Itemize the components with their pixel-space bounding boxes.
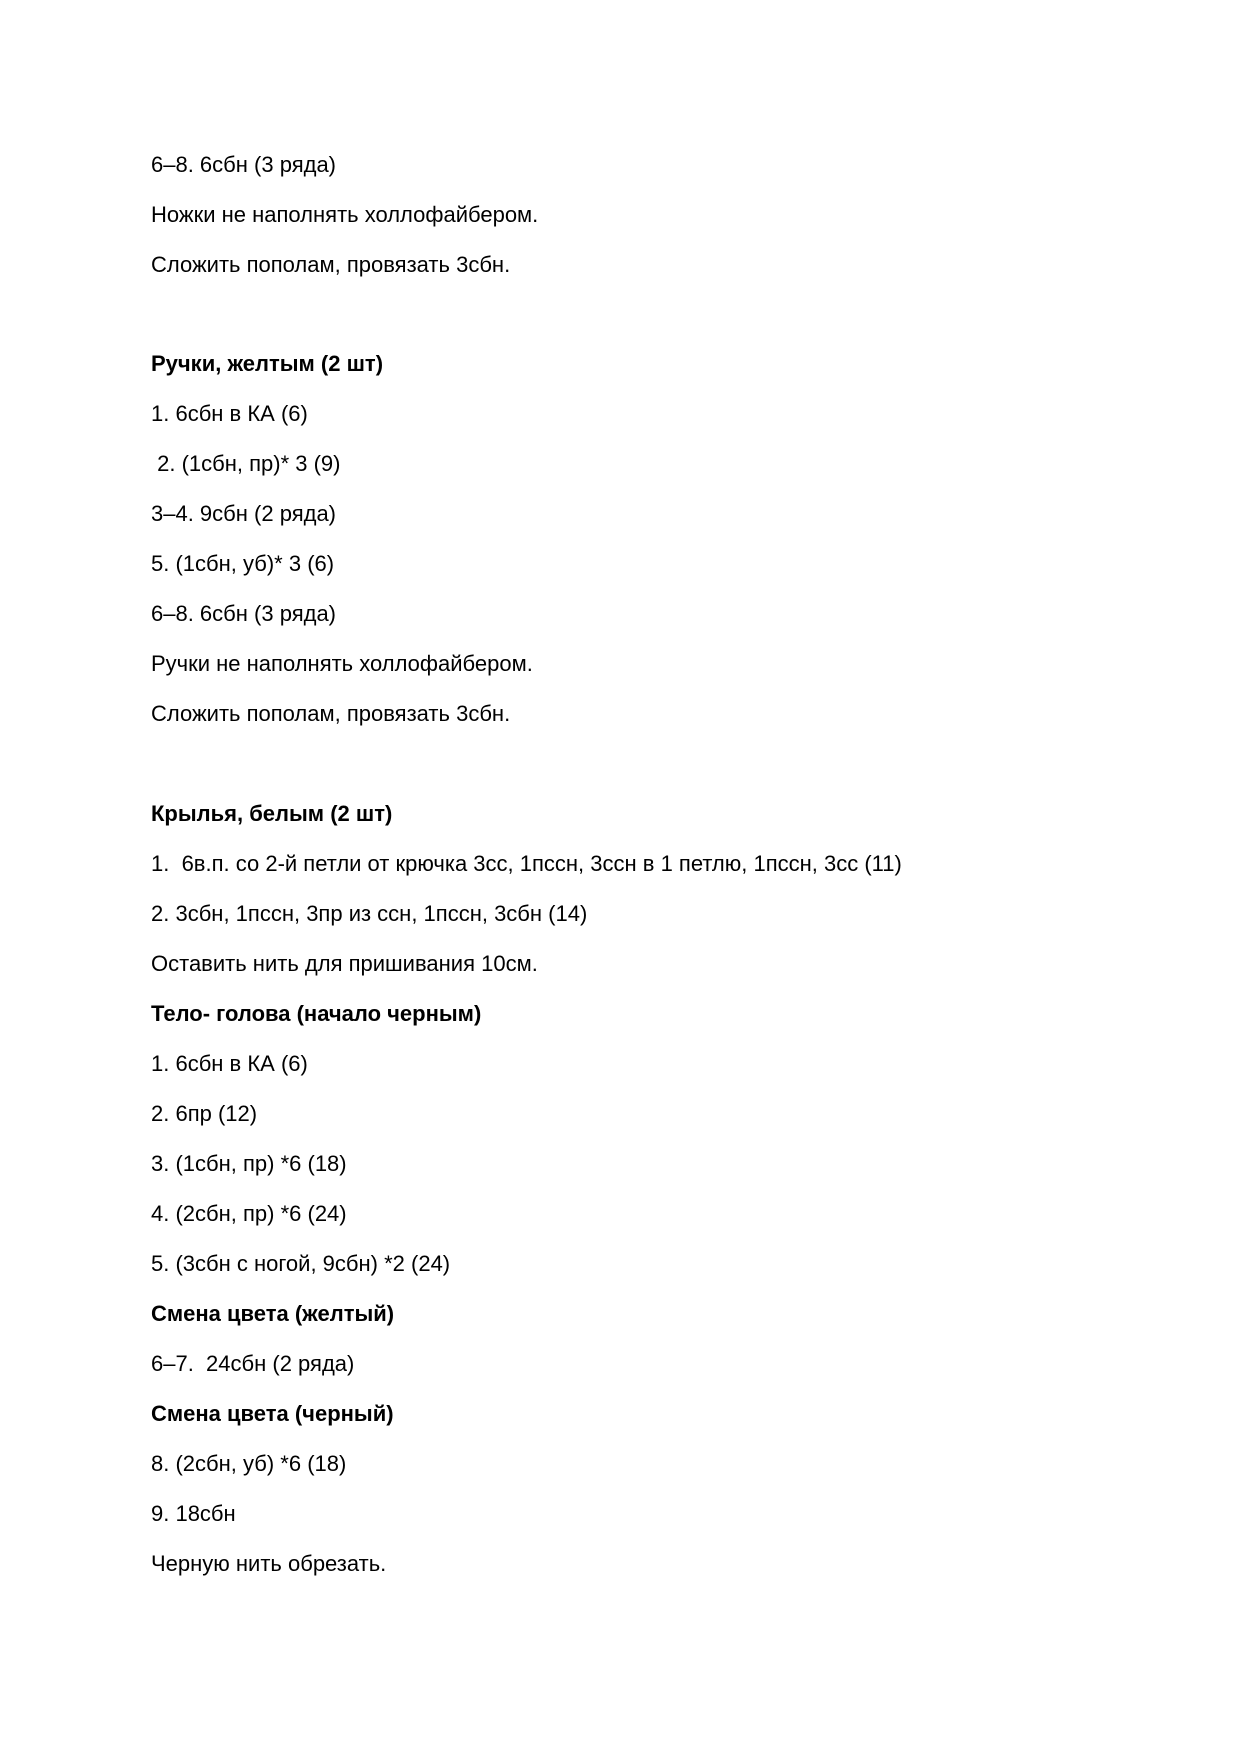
text-line: 9. 18сбн <box>151 1501 236 1526</box>
text-line: 1. 6в.п. со 2-й петли от крючка 3сс, 1пссн, 3ссн в 1 петлю, 1пссн, 3сс (11) <box>151 851 902 876</box>
text-line: Ручки не наполнять холлофайбером. <box>151 651 533 676</box>
text-line: 6–7. 24сбн (2 ряда) <box>151 1351 355 1376</box>
text-line: 8. (2сбн, уб) *6 (18) <box>151 1451 347 1476</box>
text-line: 3–4. 9сбн (2 ряда) <box>151 501 337 526</box>
text-line: 5. (3сбн с ногой, 9сбн) *2 (24) <box>151 1251 451 1276</box>
text-line: 4. (2сбн, пр) *6 (24) <box>151 1201 347 1226</box>
section-heading: Крылья, белым (2 шт) <box>151 801 393 826</box>
section-heading: Смена цвета (черный) <box>151 1401 394 1426</box>
section-heading: Смена цвета (желтый) <box>151 1301 395 1326</box>
text-line: 3. (1сбн, пр) *6 (18) <box>151 1151 347 1176</box>
text-line: Черную нить обрезать. <box>151 1551 387 1576</box>
text-line: Оставить нить для пришивания 10см. <box>151 951 538 976</box>
text-line: Сложить пополам, провязать 3сбн. <box>151 252 511 277</box>
text-line: 1. 6сбн в КА (6) <box>151 1051 308 1076</box>
text-line: Сложить пополам, провязать 3сбн. <box>151 701 511 726</box>
text-line: 5. (1сбн, уб)* 3 (6) <box>151 551 335 576</box>
text-line: Ножки не наполнять холлофайбером. <box>151 202 539 227</box>
section-heading: Ручки, желтым (2 шт) <box>151 351 384 376</box>
text-line: 6–8. 6сбн (3 ряда) <box>151 601 337 626</box>
text-line: 2. 6пр (12) <box>151 1101 258 1126</box>
text-line: 2. 3сбн, 1пссн, 3пр из ссн, 1пссн, 3сбн (14) <box>151 901 588 926</box>
text-line: 6–8. 6сбн (3 ряда) <box>151 152 337 177</box>
text-line: 2. (1сбн, пр)* 3 (9) <box>151 451 341 476</box>
text-line: 1. 6сбн в КА (6) <box>151 401 308 426</box>
section-heading: Тело- голова (начало черным) <box>151 1001 482 1026</box>
